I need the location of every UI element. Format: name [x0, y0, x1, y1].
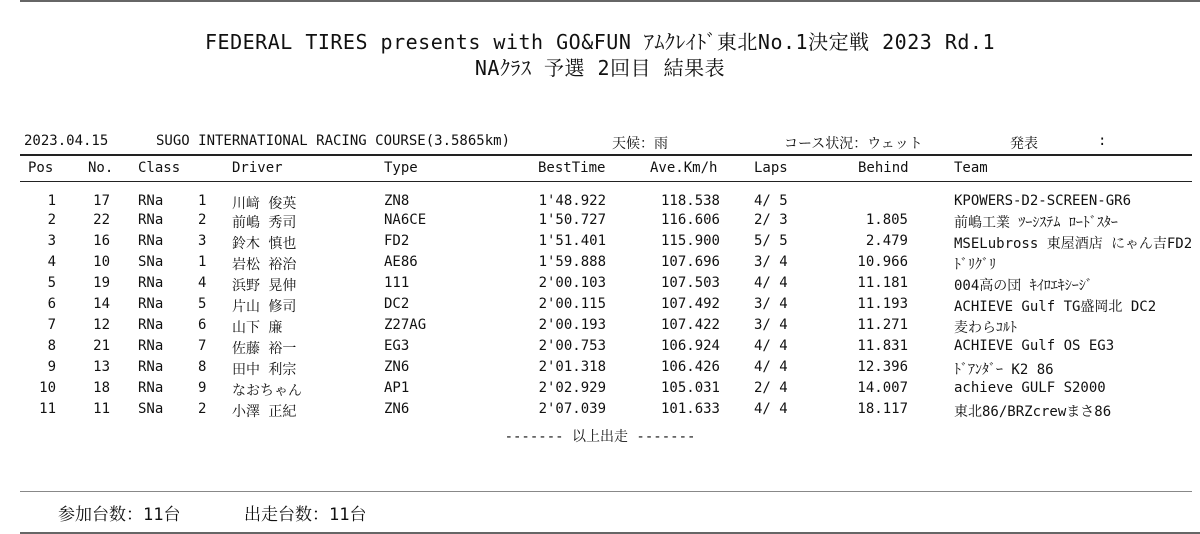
- avekmh-cell: 101.633: [660, 401, 720, 417]
- pos-cell: 7: [47, 317, 56, 333]
- footer-rule: [20, 491, 1192, 492]
- header-driver: Driver: [232, 160, 283, 176]
- header-besttime: BestTime: [538, 160, 606, 176]
- pos-cell: 10: [39, 380, 56, 396]
- class-cell: RNa: [138, 317, 164, 333]
- end-of-starters-marker: ------- 以上出走 -------: [504, 429, 696, 445]
- driver-cell: 浜野 晃伸: [232, 278, 297, 294]
- type-cell: AE86: [384, 254, 418, 270]
- avekmh-cell: 118.538: [660, 193, 720, 209]
- header-no: No.: [88, 160, 114, 176]
- behind-cell: 11.831: [857, 338, 908, 354]
- pos-cell: 2: [47, 212, 56, 228]
- besttime-cell: 1'48.922: [538, 193, 606, 209]
- table-row: [0, 317, 1200, 335]
- entries-count: 参加台数：11台: [58, 505, 181, 525]
- avekmh-cell: 107.492: [660, 296, 720, 312]
- laps-cell: 4/ 4: [754, 401, 788, 417]
- no-cell: 21: [93, 338, 110, 354]
- announcement-time: :: [1098, 133, 1107, 149]
- laps-cell: 2/ 4: [754, 380, 788, 396]
- no-cell: 10: [93, 254, 110, 270]
- besttime-cell: 2'00.753: [538, 338, 606, 354]
- class-cell: SNa: [138, 401, 164, 417]
- class-pos-cell: 1: [198, 254, 207, 270]
- pos-cell: 8: [47, 338, 56, 354]
- avekmh-cell: 116.606: [660, 212, 720, 228]
- class-cell: SNa: [138, 254, 164, 270]
- besttime-cell: 2'00.193: [538, 317, 606, 333]
- team-cell: achieve GULF S2000: [954, 380, 1106, 396]
- behind-cell: 11.271: [857, 317, 908, 333]
- class-cell: RNa: [138, 212, 164, 228]
- team-cell: ﾄﾞﾘｸﾞﾘ: [954, 257, 996, 273]
- behind-cell: 12.396: [857, 359, 908, 375]
- laps-cell: 4/ 4: [754, 275, 788, 291]
- besttime-cell: 2'00.115: [538, 296, 606, 312]
- class-cell: RNa: [138, 380, 164, 396]
- no-cell: 12: [93, 317, 110, 333]
- table-row: [0, 359, 1200, 377]
- type-cell: ZN6: [384, 401, 410, 417]
- team-cell: ﾄﾞｱﾝﾀﾞｰ K2 86: [954, 362, 1054, 378]
- behind-cell: 2.479: [865, 233, 908, 249]
- avekmh-cell: 106.924: [660, 338, 720, 354]
- pos-cell: 5: [47, 275, 56, 291]
- pos-cell: 9: [47, 359, 56, 375]
- type-cell: Z27AG: [384, 317, 427, 333]
- pos-cell: 4: [47, 254, 56, 270]
- team-cell: KPOWERS-D2-SCREEN-GR6: [954, 193, 1132, 209]
- no-cell: 19: [93, 275, 110, 291]
- besttime-cell: 2'01.318: [538, 359, 606, 375]
- class-pos-cell: 1: [198, 193, 207, 209]
- laps-cell: 4/ 5: [754, 193, 788, 209]
- behind-cell: 1.805: [865, 212, 908, 228]
- avekmh-cell: 105.031: [660, 380, 720, 396]
- driver-cell: 前嶋 秀司: [232, 215, 297, 231]
- course-condition: コース状況：ウェット: [784, 136, 923, 152]
- table-row: [0, 193, 1200, 211]
- laps-cell: 4/ 4: [754, 338, 788, 354]
- besttime-cell: 1'59.888: [538, 254, 606, 270]
- laps-cell: 2/ 3: [754, 212, 788, 228]
- team-cell: 前嶋工業 ﾂｰｼｽﾃﾑ ﾛｰﾄﾞｽﾀｰ: [954, 215, 1118, 231]
- driver-cell: 山下 廉: [232, 320, 283, 336]
- avekmh-cell: 107.422: [660, 317, 720, 333]
- driver-cell: 岩松 裕治: [232, 257, 297, 273]
- table-row: [0, 401, 1200, 419]
- avekmh-cell: 106.426: [660, 359, 720, 375]
- avekmh-cell: 107.503: [660, 275, 720, 291]
- driver-cell: なおちゃん: [232, 383, 302, 399]
- announcement-label: 発表: [1010, 136, 1038, 152]
- besttime-cell: 2'00.103: [538, 275, 606, 291]
- table-row: [0, 296, 1200, 314]
- header-top-rule: [20, 154, 1192, 156]
- pos-cell: 11: [39, 401, 56, 417]
- laps-cell: 3/ 4: [754, 317, 788, 333]
- team-cell: 東北86/BRZcrewまさ86: [954, 404, 1112, 420]
- table-row: [0, 338, 1200, 356]
- class-pos-cell: 2: [198, 212, 207, 228]
- type-cell: ZN8: [384, 193, 410, 209]
- table-row: [0, 275, 1200, 293]
- driver-cell: 鈴木 慎也: [232, 236, 297, 252]
- avekmh-cell: 107.696: [660, 254, 720, 270]
- table-row: [0, 233, 1200, 251]
- class-cell: RNa: [138, 296, 164, 312]
- behind-cell: 18.117: [857, 401, 908, 417]
- team-cell: ACHIEVE Gulf OS EG3: [954, 338, 1115, 354]
- class-cell: RNa: [138, 338, 164, 354]
- top-border: [20, 0, 1200, 2]
- header-behind: Behind: [858, 160, 909, 176]
- header-laps: Laps: [754, 160, 788, 176]
- behind-cell: 10.966: [857, 254, 908, 270]
- behind-cell: 14.007: [857, 380, 908, 396]
- no-cell: 11: [93, 401, 110, 417]
- laps-cell: 3/ 4: [754, 296, 788, 312]
- avekmh-cell: 115.900: [660, 233, 720, 249]
- team-cell: MSELubross 東屋酒店 にゃん吉FD2: [954, 236, 1193, 252]
- class-pos-cell: 7: [198, 338, 207, 354]
- class-cell: RNa: [138, 193, 164, 209]
- behind-cell: 11.181: [857, 275, 908, 291]
- driver-cell: 田中 利宗: [232, 362, 297, 378]
- event-date: 2023.04.15: [24, 133, 109, 149]
- class-pos-cell: 2: [198, 401, 207, 417]
- event-title: FEDERAL TIRES presents with GO&FUN ｱﾑｸﾚｲﾄﾞ東北No.1決定戦 2023 Rd.1: [204, 30, 995, 54]
- class-cell: RNa: [138, 275, 164, 291]
- type-cell: 111: [384, 275, 410, 291]
- type-cell: DC2: [384, 296, 410, 312]
- type-cell: ZN6: [384, 359, 410, 375]
- pos-cell: 6: [47, 296, 56, 312]
- laps-cell: 4/ 4: [754, 359, 788, 375]
- driver-cell: 佐藤 裕一: [232, 341, 297, 357]
- header-team: Team: [954, 160, 988, 176]
- course-name: SUGO INTERNATIONAL RACING COURSE(3.5865km): [156, 133, 511, 149]
- type-cell: FD2: [384, 233, 410, 249]
- class-pos-cell: 5: [198, 296, 207, 312]
- no-cell: 22: [93, 212, 110, 228]
- team-cell: ACHIEVE Gulf TG盛岡北 DC2: [954, 299, 1157, 315]
- no-cell: 17: [93, 193, 110, 209]
- laps-cell: 3/ 4: [754, 254, 788, 270]
- starters-count: 出走台数：11台: [244, 505, 367, 525]
- class-pos-cell: 9: [198, 380, 207, 396]
- no-cell: 16: [93, 233, 110, 249]
- header-type: Type: [384, 160, 418, 176]
- type-cell: AP1: [384, 380, 410, 396]
- pos-cell: 1: [47, 193, 56, 209]
- class-cell: RNa: [138, 359, 164, 375]
- table-row: [0, 380, 1200, 398]
- type-cell: NA6CE: [384, 212, 427, 228]
- class-pos-cell: 8: [198, 359, 207, 375]
- behind-cell: 11.193: [857, 296, 908, 312]
- laps-cell: 5/ 5: [754, 233, 788, 249]
- class-pos-cell: 4: [198, 275, 207, 291]
- team-cell: 004高の団 ｷｲﾛｴｷｼｰｼﾞ: [954, 278, 1093, 294]
- class-pos-cell: 3: [198, 233, 207, 249]
- table-row: [0, 212, 1200, 230]
- table-row: [0, 254, 1200, 272]
- pos-cell: 3: [47, 233, 56, 249]
- header-pos: Pos: [28, 160, 54, 176]
- besttime-cell: 2'02.929: [538, 380, 606, 396]
- header-avekmh: Ave.Km/h: [650, 160, 718, 176]
- type-cell: EG3: [384, 338, 410, 354]
- no-cell: 13: [93, 359, 110, 375]
- session-title: NAｸﾗｽ 予選 2回目 結果表: [474, 56, 726, 80]
- besttime-cell: 1'51.401: [538, 233, 606, 249]
- besttime-cell: 1'50.727: [538, 212, 606, 228]
- driver-cell: 小澤 正紀: [232, 404, 297, 420]
- header-class: Class: [138, 160, 181, 176]
- weather: 天候：雨: [612, 136, 668, 152]
- no-cell: 14: [93, 296, 110, 312]
- driver-cell: 片山 修司: [232, 299, 297, 315]
- header-bottom-rule: [20, 181, 1192, 182]
- class-cell: RNa: [138, 233, 164, 249]
- driver-cell: 川﨑 俊英: [232, 196, 297, 212]
- besttime-cell: 2'07.039: [538, 401, 606, 417]
- no-cell: 18: [93, 380, 110, 396]
- team-cell: 麦わらｺﾙﾄ: [954, 320, 1017, 336]
- class-pos-cell: 6: [198, 317, 207, 333]
